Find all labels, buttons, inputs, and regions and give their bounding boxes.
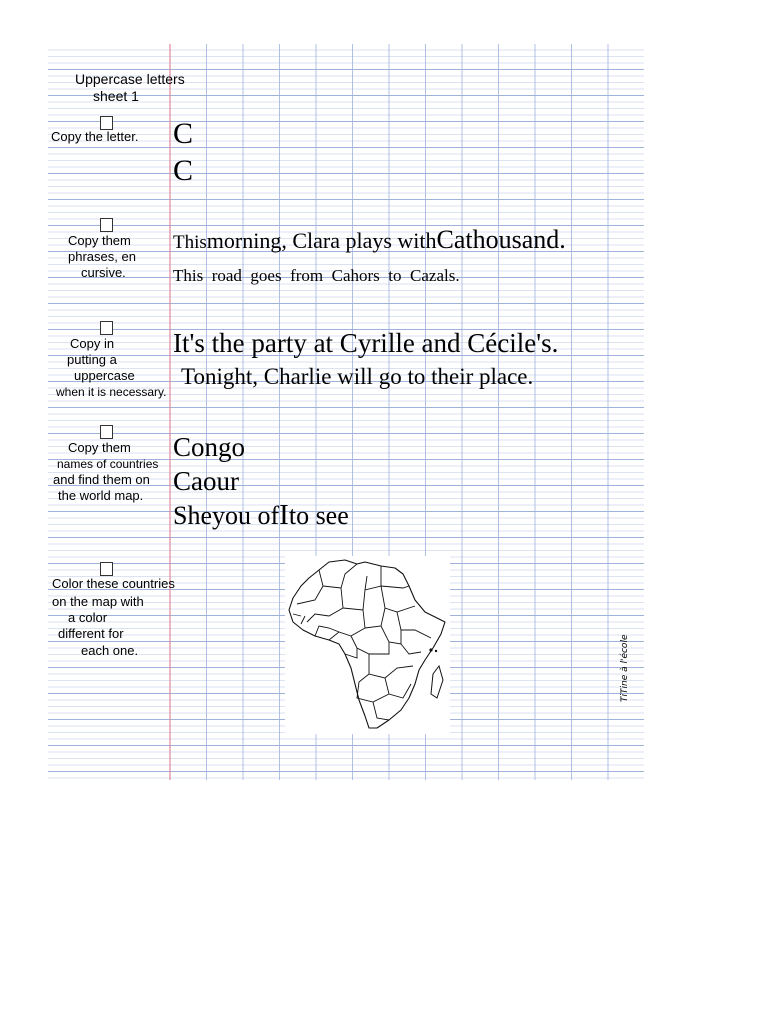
exercise-4-checkbox[interactable]: [100, 425, 113, 439]
exercise-3-line-2: Tonight, Charlie will go to their place.: [181, 364, 534, 389]
exercise-2-instruction-1: Copy them: [68, 233, 131, 248]
africa-map: [285, 556, 450, 734]
exercise-1-line-2: C: [173, 154, 194, 187]
exercise-3-checkbox[interactable]: [100, 321, 113, 335]
exercise-4-instruction-1: Copy them: [68, 440, 131, 455]
exercise-5-instruction-4: different for: [58, 626, 124, 641]
exercise-3-instruction-3: uppercase: [74, 368, 135, 383]
exercise-4-line-2: Caour: [173, 466, 239, 496]
exercise-5-instruction-5: each one.: [81, 643, 139, 658]
exercise-4-line-1: Congo: [173, 432, 246, 462]
exercise-2-instruction-3: cursive.: [81, 265, 126, 280]
exercise-3-instruction-1: Copy in: [70, 336, 115, 351]
sheet-title-line1: Uppercase letters: [75, 71, 185, 87]
exercise-4-instruction-2: names of countries: [57, 457, 159, 471]
exercise-2-line-2: This road goes from Cahors to Cazals.: [173, 266, 460, 285]
exercise-5-checkbox[interactable]: [100, 562, 113, 576]
exercise-1-line-1: C: [173, 117, 194, 150]
line-3-part-b: I: [279, 499, 289, 531]
exercise-2-instruction-2: phrases, en: [68, 249, 136, 264]
exercise-3-instruction-2: putting a: [67, 352, 117, 367]
exercise-5-instruction-1: Color these countries: [52, 576, 175, 591]
exercise-4-instruction-3: and find them on: [53, 472, 150, 487]
line-3-part-a: Sheyou of: [173, 501, 280, 530]
exercise-1-instruction: Copy the letter.: [51, 129, 139, 144]
sheet-title-line2: sheet 1: [93, 88, 139, 104]
exercise-2-line-1: [173, 225, 566, 255]
line-1-part-b: morning, Clara plays with: [206, 228, 437, 253]
line-1-part-c: Cathousand.: [436, 225, 566, 254]
author-credit: TiTine à l'école: [620, 634, 630, 702]
exercise-3-line-1: It's the party at Cyrille and Cécile's.: [173, 328, 559, 358]
exercise-3-instruction-4: when it is necessary.: [56, 385, 167, 399]
exercise-5-instruction-2: on the map with: [52, 594, 144, 609]
exercise-2-checkbox[interactable]: [100, 218, 113, 232]
exercise-1-checkbox[interactable]: [100, 116, 113, 130]
exercise-5-instruction-3: a color: [68, 610, 108, 625]
line-1-part-a: This: [173, 232, 207, 253]
exercise-4-line-3: [173, 499, 349, 532]
line-3-part-c: to see: [288, 501, 349, 530]
exercise-4-instruction-4: the world map.: [58, 488, 144, 503]
